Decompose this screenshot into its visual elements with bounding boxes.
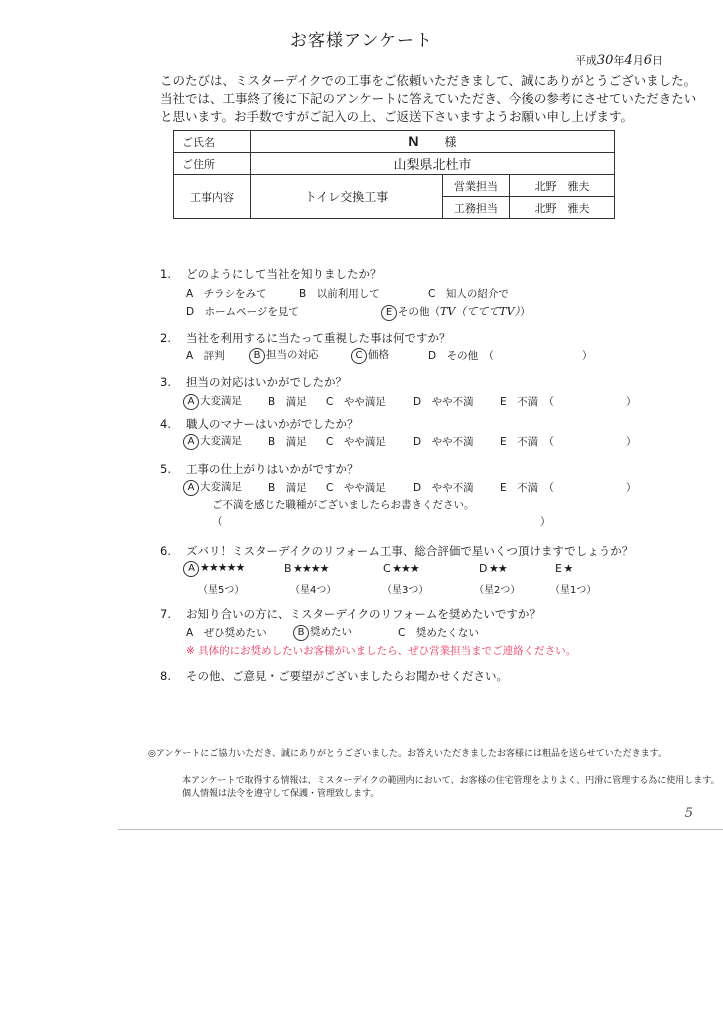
date-month: 4	[624, 53, 633, 68]
date-day: 6	[643, 53, 652, 68]
survey-title: お客様アンケート	[290, 31, 433, 51]
selected-mark: A	[183, 561, 199, 577]
q3-option-d: D やや不満	[413, 396, 474, 408]
q1-option-a: A チラシをみて	[186, 288, 267, 300]
work-value: トイレ交換工事	[251, 175, 443, 219]
question-number: 3.	[160, 375, 171, 389]
sales-label: 営業担当	[443, 175, 510, 197]
survey-date	[575, 52, 663, 68]
question-2	[160, 330, 451, 346]
question-1	[160, 266, 382, 282]
date-day-unit: 日	[652, 54, 663, 67]
q6-option-a	[186, 561, 244, 577]
selected-mark: A	[183, 434, 199, 450]
q1-option-e	[384, 303, 531, 321]
question-6	[160, 543, 633, 559]
question-7	[160, 606, 541, 622]
work-label: 工事内容	[174, 175, 251, 219]
q6-caption-d: （星2つ）	[474, 585, 521, 596]
q1-option-c: C 知人の紹介で	[428, 288, 509, 300]
option-label: その他	[398, 306, 430, 318]
q6-caption-e: （星1つ）	[550, 585, 597, 596]
selected-mark: B	[293, 625, 309, 641]
question-number: 4.	[160, 417, 171, 431]
selected-mark: A	[183, 480, 199, 496]
question-text: 工事の仕上がりはいかがですか？	[186, 462, 359, 476]
question-text: ズバリ！ミスターデイクのリフォーム工事、総合評価で星いくつ頂けますでしょうか？	[186, 544, 634, 558]
question-text: お知り合いの方に、ミスターデイクのリフォームを奨めたいですか？	[186, 607, 541, 621]
option-label: 大変満足	[200, 481, 242, 493]
footer-privacy-2: 個人情報は法令を遵守して保護・管理致します。	[182, 789, 380, 799]
construction-label: 工務担当	[443, 197, 510, 219]
intro-line: 当社では、工事終了後に下記のアンケートに答えていただき、今後の参考にさせていただきたい	[160, 91, 697, 106]
q2-paren-close: ）	[582, 350, 593, 362]
question-text: その他、ご意見・ご要望がございましたらお聞かせください。	[186, 669, 508, 683]
option-label: 価格	[368, 349, 389, 361]
q3-option-a	[186, 393, 242, 410]
selected-mark: A	[183, 394, 199, 410]
q5-paren-close: ）	[626, 482, 637, 494]
address-value: 山梨県北杜市	[251, 153, 615, 175]
q2-option-d: D その他 （	[428, 350, 494, 362]
option-label: 奨めたい	[310, 626, 352, 638]
date-year-unit: 年	[613, 54, 625, 67]
question-4	[160, 416, 359, 432]
option-label: 大変満足	[200, 435, 242, 447]
q4-option-c: C やや満足	[326, 436, 386, 448]
q5-sub-paren-open: （	[212, 516, 223, 528]
question-8	[160, 668, 508, 684]
q7-option-a: A ぜひ奨めたい	[186, 627, 267, 639]
q4-option-a	[186, 433, 242, 450]
date-year: 30	[596, 53, 614, 68]
intro-text	[160, 72, 696, 126]
q3-paren-close: ）	[626, 396, 637, 408]
q2-option-b	[252, 347, 319, 364]
paren-open: （	[429, 306, 440, 318]
name-label: ご氏名	[174, 131, 251, 153]
question-5	[160, 461, 359, 477]
address-label: ご住所	[174, 153, 251, 175]
q1-option-b: B 以前利用して	[299, 288, 380, 300]
q5-option-b: B 満足	[268, 482, 307, 494]
footer-privacy-1: 本アンケートで取得する情報は、ミスターデイクの範囲内において、お客様の住宅管理をよりよく、円滑に管理する為に使用します。	[182, 776, 720, 786]
q6-caption-b: （星4つ）	[290, 585, 337, 596]
option-label: 担当の対応	[266, 349, 319, 361]
name-cell	[251, 131, 615, 153]
handwritten-answer: TV（てててTV）	[440, 305, 521, 318]
question-number: 8.	[160, 669, 171, 683]
page-number: 5	[684, 806, 693, 821]
name-value: N	[408, 133, 419, 149]
q2-option-a: A 評判	[186, 350, 225, 362]
q4-option-d: D やや不満	[413, 436, 474, 448]
q5-option-c: C やや満足	[326, 482, 386, 494]
q7-option-c: C 奨めたくない	[398, 627, 479, 639]
q3-option-e: E 不満 （	[500, 396, 554, 408]
question-number: 6.	[160, 544, 171, 558]
q6-option-e: E ★	[555, 562, 573, 575]
name-suffix: 様	[444, 135, 457, 149]
intro-line: このたびは、ミスターデイクでの工事をご依頼いただきまして、誠にありがとうございました。	[160, 73, 697, 88]
date-month-unit: 月	[632, 54, 644, 67]
question-3	[160, 374, 347, 390]
q6-option-b: B ★★★★	[284, 562, 329, 575]
q4-paren-close: ）	[626, 436, 637, 448]
date-era: 平成	[574, 54, 597, 67]
q1-option-d: D ホームページを見て	[186, 306, 299, 318]
q5-option-a	[186, 479, 242, 496]
option-label: 大変満足	[200, 395, 242, 407]
construction-value: 北野 雅夫	[510, 197, 615, 219]
q6-caption-c: （星3つ）	[382, 585, 429, 596]
q6-option-d: D ★★	[479, 562, 507, 575]
paren-close: ）	[520, 306, 531, 318]
question-number: 1.	[160, 267, 171, 281]
q5-option-e: E 不満 （	[500, 482, 554, 494]
q5-option-d: D やや不満	[413, 482, 474, 494]
footer-thanks: ◎アンケートにご協力いただき、誠にありがとうございました。お答えいただきましたお客様には粗品を送らせていただきます。	[148, 749, 667, 759]
q3-option-c: C やや満足	[326, 396, 386, 408]
q5-sub-question: ご不満を感じた職種がございましたらお書きください。	[212, 499, 475, 511]
question-number: 7.	[160, 607, 171, 621]
question-text: 担当の対応はいかがでしたか？	[186, 375, 347, 389]
q4-option-b: B 満足	[268, 436, 307, 448]
q7-option-b	[296, 624, 352, 641]
option-stars: ★★★★★	[200, 561, 245, 574]
question-number: 2.	[160, 331, 171, 345]
intro-line: と思います。お手数ですがご記入の上、ご返送下さいますようお願い申し上げます。	[160, 109, 634, 124]
q7-note: ※ 具体的にお奨めしたいお客様がいましたら、ぜひ営業担当までご連絡ください。	[186, 645, 577, 657]
customer-info-table	[173, 130, 615, 219]
q6-caption-a: （星5つ）	[198, 585, 245, 596]
q2-option-c	[354, 347, 389, 364]
sales-value: 北野 雅夫	[510, 175, 615, 197]
selected-mark: C	[351, 348, 367, 364]
question-text: 職人のマナーはいかがでしたか？	[186, 417, 359, 431]
q3-option-b: B 満足	[268, 396, 307, 408]
question-text: 当社を利用するに当たって重視した事は何ですか？	[186, 331, 451, 345]
question-text: どのようにして当社を知りましたか？	[186, 267, 382, 281]
question-number: 5.	[160, 462, 171, 476]
selected-mark: B	[249, 348, 265, 364]
page-divider	[118, 829, 723, 830]
q4-option-e: E 不満 （	[500, 436, 554, 448]
q6-option-c: C ★★★	[383, 562, 419, 575]
selected-mark: E	[381, 305, 397, 321]
q5-sub-paren-close: ）	[540, 516, 551, 528]
